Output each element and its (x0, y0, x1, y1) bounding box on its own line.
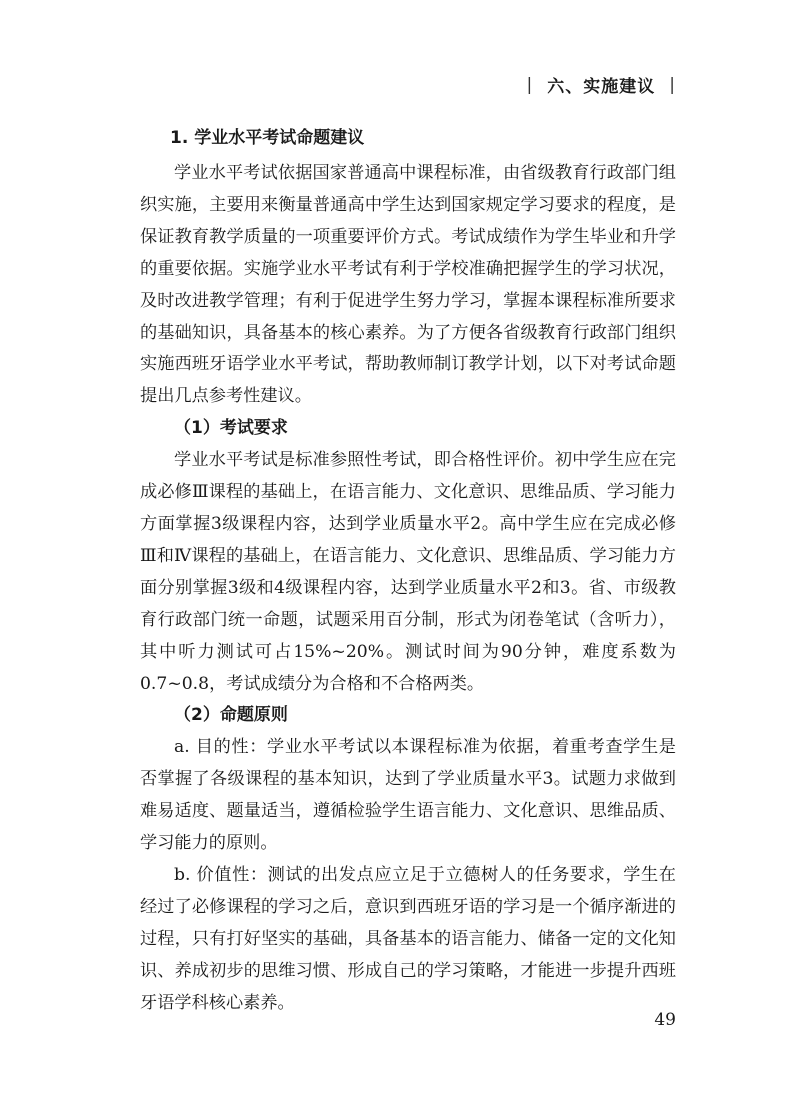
subheading-exam-requirements: （1）考试要求 (174, 418, 288, 439)
section-title: 1. 学业水平考试命题建议 (170, 128, 365, 148)
header-section-label: 六、实施建议 (547, 77, 656, 97)
subheading-principles: （2）命题原则 (174, 705, 288, 726)
intro-paragraph: 学业水平考试依据国家普通高中课程标准，由省级教育行政部门组织实施，主要用来衡量普通高中学生达到国家规定学习要求的程度，是保证教育教学质量的一项重要评价方式。考试成绩作为学生毕业和升学的重要依据。实施学业水平考试有利于学校准确把握学生的学习状况，及时改进教学管理；有利于促进学生努力学习，掌握本课程标准所要求的基础知识，具备基本的核心素养。为了方便各省级教育行政部门组织实施西班牙语学业水平考试，帮助教师制订教学计划，以下对考试命题提出几点参考性建议。 (140, 163, 676, 407)
header-divider-right: | (669, 74, 676, 95)
page-number: 49 (654, 1010, 676, 1030)
running-head (527, 72, 676, 97)
principle-a-paragraph: a. 目的性：学业水平考试以本课程标准为依据，着重考查学生是否掌握了各级课程的基本知识，达到了学业质量水平3。试题力求做到难易适度、题量适当，遵循检验学生语言能力、文化意识、思维品质、学习能力的原则。 (140, 737, 676, 854)
exam-requirements-paragraph: 学业水平考试是标准参照性考试，即合格性评价。初中学生应在完成必修Ⅲ课程的基础上，在语言能力、文化意识、思维品质、学习能力方面掌握3级课程内容，达到学业质量水平2。高中学生应在完成必修Ⅲ和Ⅳ课程的基础上，在语言能力、文化意识、思维品质、学习能力方面分别掌握3级和4级课程内容，达到学业质量水平2和3。省、市级教育行政部门统一命题，试题采用百分制，形式为闭卷笔试（含听力），其中听力测试可占15%~20%。测试时间为90分钟，难度系数为0.7~0.8，考试成绩分为合格和不合格两类。 (140, 450, 676, 694)
principle-b-paragraph: b. 价值性：测试的出发点应立足于立德树人的任务要求，学生在经过了必修课程的学习之后，意识到西班牙语的学习是一个循序渐进的过程，只有打好坚实的基础，具备基本的语言能力、储备一定的文化知识、养成初步的思维习惯、形成自己的学习策略，才能进一步提升西班牙语学科核心素养。 (140, 864, 676, 1013)
header-divider-left: | (526, 74, 534, 95)
page-body (140, 118, 676, 1019)
